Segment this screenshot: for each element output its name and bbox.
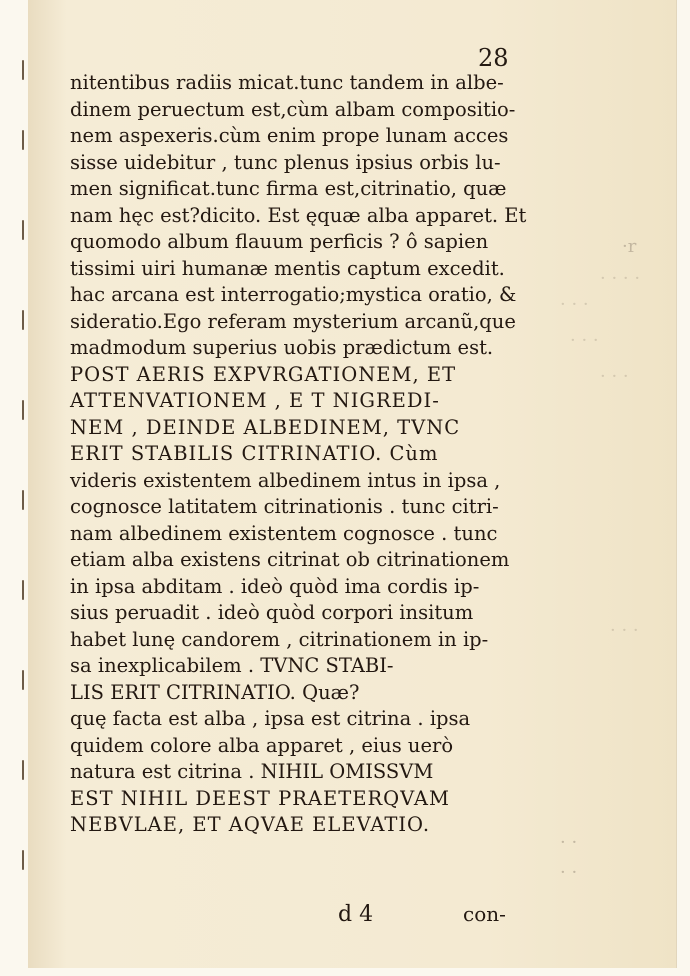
- text-line: nem aspexeris.cùm enim prope lunam acces: [70, 124, 509, 147]
- text-line: nitentibus radiis micat.tunc tandem in albe-: [70, 71, 504, 94]
- body-text: [70, 70, 550, 839]
- text-line: cognosce latitatem citrinationis . tunc citri-: [70, 495, 499, 518]
- signature-mark: d 4: [338, 902, 374, 927]
- text-line: men significat.tunc firma est,citrinatio, quæ: [70, 177, 507, 200]
- text-line: ATTENVATIONEM , E T NIGREDI-: [70, 389, 440, 412]
- bleed-through-text: · ·: [560, 862, 578, 883]
- text-line: POST AERIS EXPVRGATIONEM, ET: [70, 362, 457, 386]
- binding-mark: [22, 220, 24, 240]
- text-line: hac arcana est interrogatio;mystica oratio, &: [70, 283, 517, 306]
- bleed-through-text: ·r: [622, 236, 637, 257]
- bleed-through-text: · · ·: [610, 620, 639, 641]
- binding-mark: [22, 580, 24, 600]
- text-line: quomodo album flauum perficis ? ô sapien: [70, 230, 489, 253]
- text-line: NEM , DEINDE ALBEDINEM, TVNC: [70, 415, 461, 439]
- text-line: ERIT STABILIS CITRINATIO. Cùm: [70, 442, 439, 465]
- text-line: natura est citrina . NIHIL OMISSVM: [70, 760, 434, 783]
- text-line: madmodum superius uobis prædictum est.: [70, 336, 494, 359]
- catchword: con-: [463, 902, 506, 926]
- binding-mark: [22, 760, 24, 780]
- text-line: sa inexplicabilem . TVNC STABI-: [70, 654, 394, 677]
- text-line: NEBVLAE, ET AQVAE ELEVATIO.: [70, 813, 431, 836]
- text-line: sideratio.Ego referam mysterium arcanũ,que: [70, 309, 516, 333]
- binding-mark: [22, 130, 24, 150]
- gutter-binding-marks: [22, 60, 38, 920]
- bleed-through-text: · · ·: [600, 366, 629, 387]
- binding-mark: [22, 670, 24, 690]
- bleed-through-text: · · ·: [560, 294, 589, 315]
- text-line: nam hęc est?dicito. Est ęquæ alba apparet. Et: [70, 203, 527, 227]
- text-line: LIS ERIT CITRINATIO. Quæ?: [70, 680, 360, 704]
- bleed-through-text: · ·: [560, 832, 578, 853]
- text-line: sius peruadit . ideò quòd corpori insitum: [70, 601, 474, 624]
- text-line: sisse uidebitur , tunc plenus ipsius orbis lu-: [70, 150, 501, 174]
- text-line: quidem colore alba apparet , eius uerò: [70, 733, 454, 757]
- bleed-through-text: · · · ·: [600, 268, 641, 289]
- text-line: tissimi uiri humanæ mentis captum excedit.: [70, 256, 505, 280]
- text-line: dinem peruectum est,cùm albam compositio-: [70, 97, 516, 121]
- text-line: quę facta est alba , ipsa est citrina . ipsa: [70, 707, 471, 730]
- text-line: videris existentem albedinem intus in ipsa ,: [70, 468, 501, 492]
- text-line: habet lunę candorem , citrinationem in ip-: [70, 627, 489, 651]
- binding-mark: [22, 400, 24, 420]
- binding-mark: [22, 60, 24, 80]
- binding-mark: [22, 310, 24, 330]
- page-number: 28: [478, 44, 509, 72]
- text-line: nam albedinem existentem cognosce . tunc: [70, 521, 498, 545]
- text-line: EST NIHIL DEEST PRAETERQVAM: [70, 786, 450, 810]
- binding-mark: [22, 490, 24, 510]
- text-line: etiam alba existens citrinat ob citrinationem: [70, 548, 510, 571]
- bleed-through-text: · · ·: [570, 330, 599, 351]
- binding-mark: [22, 850, 24, 870]
- text-line: in ipsa abditam . ideò quòd ima cordis ip-: [70, 574, 480, 598]
